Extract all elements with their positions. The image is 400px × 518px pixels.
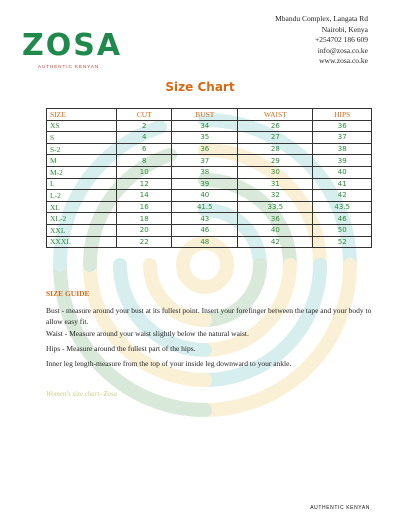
table-row (47, 190, 372, 202)
size-label-cell: XXL (47, 224, 117, 236)
table-row (47, 201, 372, 213)
measurement-cell: 41.5 (172, 201, 238, 213)
table-row (47, 236, 372, 248)
measurement-cell: 10 (117, 166, 172, 178)
column-header: CUT (117, 109, 172, 121)
measurement-cell: 8 (117, 155, 172, 167)
address-phone: +254702 186 609 (315, 35, 368, 44)
size-label-cell: XL (47, 201, 117, 213)
measurement-cell: 30 (238, 166, 313, 178)
measurement-cell: 37 (172, 155, 238, 167)
size-label-cell: M-2 (47, 166, 117, 178)
measurement-cell: 48 (172, 236, 238, 248)
column-header: BUST (172, 109, 238, 121)
size-label-cell: XS (47, 120, 117, 132)
measurement-cell: 36 (172, 143, 238, 155)
table-row (47, 166, 372, 178)
column-header: SIZE (47, 109, 117, 121)
guide-waist: Waist - Measure around your waist slightly below the natural waist. (46, 329, 249, 338)
measurement-cell: 40 (313, 166, 372, 178)
measurement-cell: 20 (117, 224, 172, 236)
measurement-cell: 6 (117, 143, 172, 155)
brand-tagline: AUTHENTIC KENYAN (38, 64, 100, 69)
measurement-cell: 38 (172, 166, 238, 178)
address-web[interactable]: www.zosa.co.ke (319, 56, 368, 65)
size-label-cell: L (47, 178, 117, 190)
measurement-cell: 41 (313, 178, 372, 190)
brand-logo: ZOSA (22, 28, 123, 63)
measurement-cell: 40 (172, 190, 238, 202)
measurement-cell: 4 (117, 132, 172, 144)
measurement-cell: 50 (313, 224, 372, 236)
measurement-cell: 32 (238, 190, 313, 202)
measurement-cell: 35 (172, 132, 238, 144)
address-line1: Mbandu Complex, Langata Rd (275, 14, 368, 23)
size-label-cell: S-2 (47, 143, 117, 155)
measurement-cell: 36 (238, 213, 313, 225)
measurement-cell: 42 (238, 236, 313, 248)
measurement-cell: 16 (117, 201, 172, 213)
column-header: WAIST (238, 109, 313, 121)
measurement-cell: 39 (172, 178, 238, 190)
table-row (47, 120, 372, 132)
size-label-cell: L-2 (47, 190, 117, 202)
page-title: Size Chart (165, 80, 235, 94)
size-table (46, 108, 372, 248)
measurement-cell: 26 (238, 120, 313, 132)
measurement-cell: 31 (238, 178, 313, 190)
table-row (47, 132, 372, 144)
measurement-cell: 42 (313, 190, 372, 202)
size-label-cell: S (47, 132, 117, 144)
table-row (47, 143, 372, 155)
table-row (47, 155, 372, 167)
measurement-cell: 38 (313, 143, 372, 155)
measurement-cell: 33.5 (238, 201, 313, 213)
measurement-cell: 18 (117, 213, 172, 225)
measurement-cell: 2 (117, 120, 172, 132)
measurement-cell: 46 (172, 224, 238, 236)
table-row (47, 224, 372, 236)
measurement-cell: 46 (313, 213, 372, 225)
guide-bust: Bust - measure around your bust at its fullest point. Insert your forefinger between the tape and your body to allow easy fit. (46, 306, 372, 326)
measurement-cell: 28 (238, 143, 313, 155)
table-header-row (47, 109, 372, 121)
measurement-cell: 43.5 (313, 201, 372, 213)
address-line2: Nairobi, Kenya (321, 24, 368, 34)
measurement-cell: 12 (117, 178, 172, 190)
chart-caption: Women's size chart- Zosa (46, 390, 118, 398)
guide-inner-leg: Inner leg length-measure from the top of your inside leg downward to your ankle. (46, 359, 292, 368)
size-label-cell: M (47, 155, 117, 167)
column-header: HIPS (313, 109, 372, 121)
measurement-cell: 14 (117, 190, 172, 202)
measurement-cell: 43 (172, 213, 238, 225)
size-label-cell: XL-2 (47, 213, 117, 225)
footer-tagline: AUTHENTIC KENYAN (310, 505, 370, 511)
company-address (275, 14, 368, 67)
table-row (47, 213, 372, 225)
table-body (47, 120, 372, 248)
measurement-cell: 29 (238, 155, 313, 167)
size-guide-heading: SIZE GUIDE (46, 289, 90, 298)
measurement-cell: 37 (313, 132, 372, 144)
measurement-cell: 39 (313, 155, 372, 167)
address-email[interactable]: info@zosa.co.ke (317, 45, 368, 55)
table-row (47, 178, 372, 190)
measurement-cell: 36 (313, 120, 372, 132)
guide-hips: Hips - Measure around the fullest part of the hips. (46, 344, 196, 353)
measurement-cell: 40 (238, 224, 313, 236)
measurement-cell: 34 (172, 120, 238, 132)
measurement-cell: 22 (117, 236, 172, 248)
measurement-cell: 27 (238, 132, 313, 144)
size-label-cell: XXXL (47, 236, 117, 248)
measurement-cell: 52 (313, 236, 372, 248)
